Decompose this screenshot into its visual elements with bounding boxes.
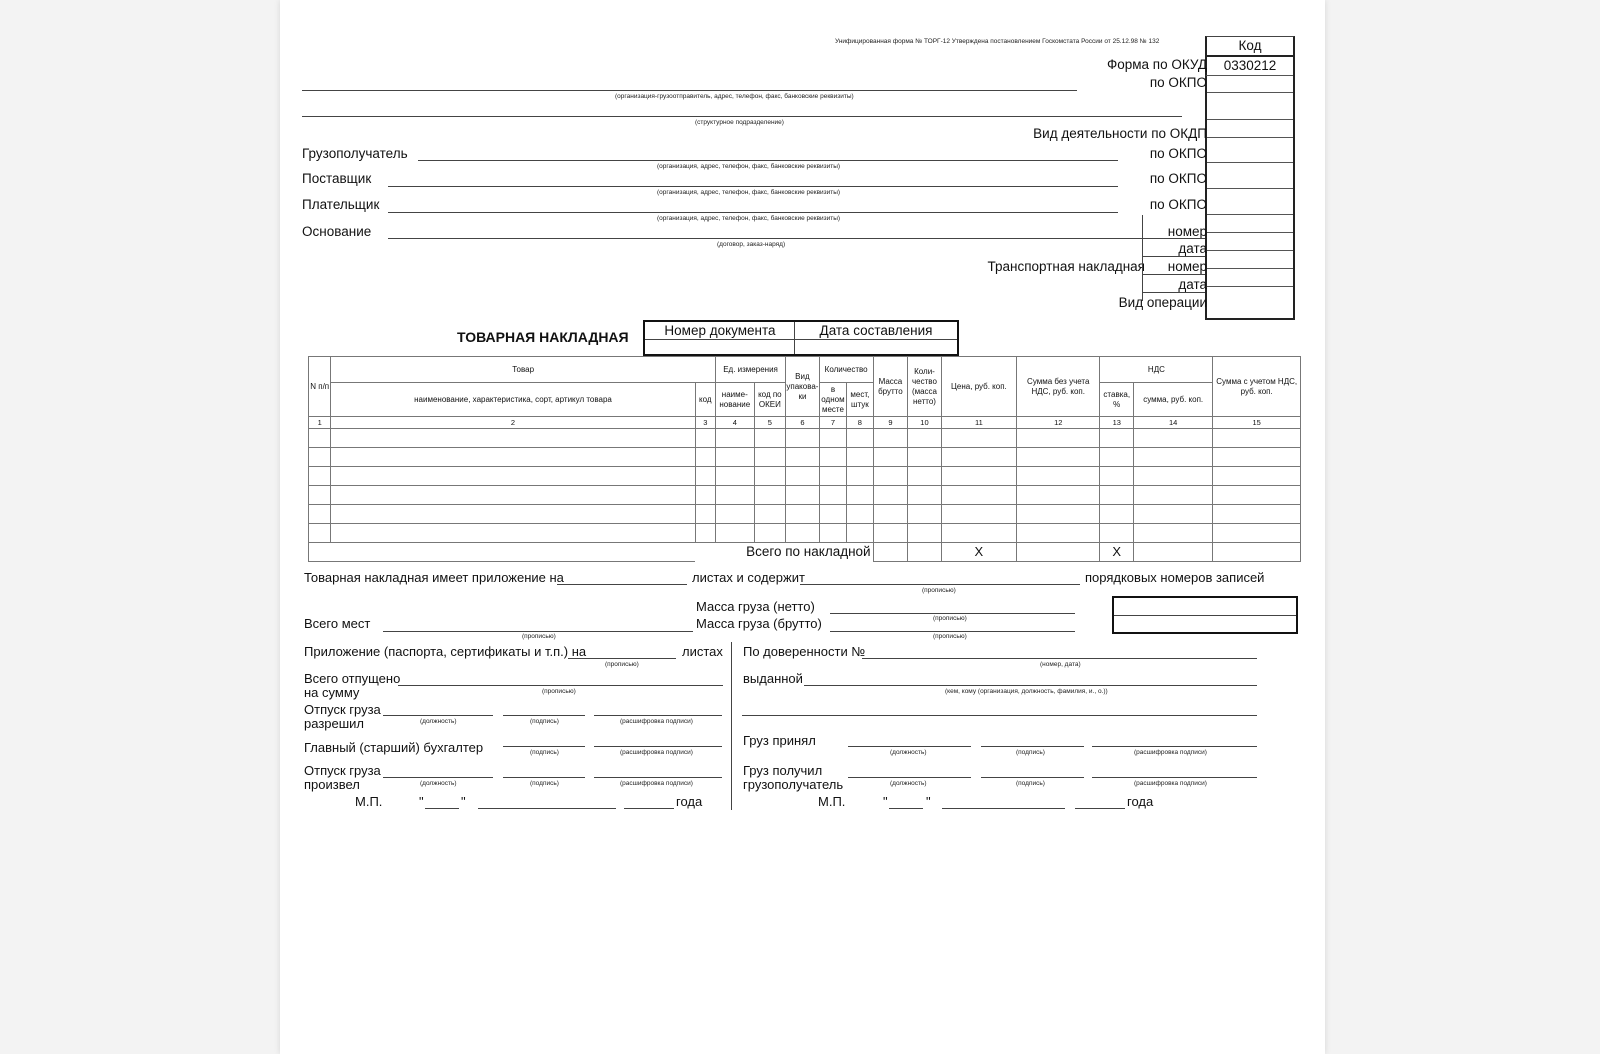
- signature-hint: (подпись): [530, 780, 559, 787]
- consignee-line[interactable]: [418, 160, 1118, 161]
- signature-hint: (подпись): [530, 749, 559, 756]
- division-line[interactable]: [302, 116, 1182, 117]
- total-sum-with-vat[interactable]: [1213, 543, 1301, 562]
- table-row[interactable]: [309, 505, 1301, 524]
- stamp-label-right: М.П.: [818, 794, 846, 809]
- power-of-attorney-line[interactable]: [862, 658, 1257, 659]
- total-row: [309, 543, 1301, 562]
- total-label: Всего по накладной: [695, 543, 873, 562]
- col-vat-sum-header: сумма, руб. коп.: [1134, 383, 1213, 417]
- position-hint: (должность): [890, 780, 927, 787]
- code-okdp: [1207, 119, 1293, 138]
- col-unit-name-header: наиме-нование: [715, 383, 754, 417]
- gross-mass-label: Масса груза (брутто): [696, 616, 822, 631]
- cargo-received-signature-line[interactable]: [981, 777, 1084, 778]
- signature-hint: (подпись): [1016, 749, 1045, 756]
- records-hint: (прописью): [922, 587, 956, 594]
- total-places-line[interactable]: [383, 631, 693, 632]
- code-box: [1205, 36, 1295, 320]
- shipper-line[interactable]: [302, 90, 1077, 91]
- consignee-hint: (организация, адрес, телефон, факс, банковские реквизиты): [657, 163, 841, 170]
- table-row[interactable]: [309, 429, 1301, 448]
- okdp-label: Вид деятельности по ОКДП: [1033, 126, 1207, 141]
- table-row[interactable]: [309, 467, 1301, 486]
- chief-accountant-decoding-line[interactable]: [594, 746, 722, 747]
- issued-line[interactable]: [804, 685, 1257, 686]
- cargo-accepted-position-line[interactable]: [848, 746, 971, 747]
- col-sum-wo-vat-header: Сумма без учета НДС, руб. коп.: [1017, 357, 1100, 417]
- attachment-sheets-line[interactable]: [568, 658, 676, 659]
- release-made-label-2: произвел: [304, 777, 360, 792]
- chief-accountant-label: Главный (старший) бухгалтер: [304, 740, 484, 755]
- gross-mass-hint: (прописью): [933, 633, 967, 640]
- form-approval-text: Унифицированная форма № ТОРГ-12 Утверждена постановлением Госкомстата России от 25.12.98 № 132: [835, 38, 1160, 45]
- col-vat-rate-header: ставка, %: [1100, 383, 1134, 417]
- cargo-accepted-signature-line[interactable]: [981, 746, 1084, 747]
- basis-number-label: номер: [1167, 224, 1207, 239]
- doc-date-field[interactable]: [795, 340, 957, 354]
- year-line-right[interactable]: [1075, 808, 1125, 809]
- cargo-received-label-2: грузополучатель: [743, 777, 844, 792]
- col-number: 11: [941, 417, 1016, 429]
- sheets-contains-label: листах и содержит: [692, 570, 805, 585]
- basis-hint: (договор, заказ-наряд): [717, 241, 786, 248]
- basis-label: Основание: [302, 224, 372, 239]
- release-allowed-label-2: разрешил: [304, 716, 365, 731]
- col-number-row: [309, 417, 1301, 429]
- release-made-position-line[interactable]: [383, 777, 493, 778]
- col-code-header: код: [695, 383, 715, 417]
- power-of-attorney-label: По доверенности №: [743, 644, 866, 659]
- release-made-decoding-line[interactable]: [594, 777, 722, 778]
- col-net-header: Коли-чество (масса нетто): [908, 357, 942, 417]
- col-qty-header: Количество: [819, 357, 873, 383]
- col-number: 13: [1100, 417, 1134, 429]
- basis-date-label: дата: [1178, 241, 1207, 256]
- form-page: [280, 0, 1325, 1054]
- col-price-header: Цена, руб. коп.: [941, 357, 1016, 417]
- supplier-label: Поставщик: [302, 171, 372, 186]
- col-unit-header: Ед. измерения: [715, 357, 785, 383]
- col-vat-header: НДС: [1100, 357, 1213, 383]
- code-transport-date: [1207, 268, 1293, 287]
- appendix-sheets-line[interactable]: [557, 584, 687, 585]
- code-okpo-supplier: [1207, 162, 1293, 189]
- month-line-left[interactable]: [478, 808, 616, 809]
- total-vat-sum[interactable]: [1134, 543, 1213, 562]
- attachment-hint: (прописью): [605, 661, 639, 668]
- code-okpo-payer: [1207, 188, 1293, 215]
- day-line-right[interactable]: [889, 808, 923, 809]
- issued-hint: (кем, кому (организация, должность, фамилия, и., о.)): [945, 688, 1108, 695]
- quote-close-right: ": [926, 794, 931, 809]
- mass-box: [1112, 596, 1298, 634]
- released-sum-hint: (прописью): [542, 688, 576, 695]
- quote-open-right: ": [883, 794, 888, 809]
- total-net[interactable]: [908, 543, 942, 562]
- decoding-hint: (расшифровка подписи): [620, 780, 693, 787]
- col-goods-name-header: наименование, характеристика, сорт, артикул товара: [331, 383, 695, 417]
- quote-open-left: ": [419, 794, 424, 809]
- signature-hint: (подпись): [1016, 780, 1045, 787]
- code-transport-number: [1207, 250, 1293, 269]
- release-allowed-signature-line[interactable]: [503, 715, 585, 716]
- code-header: Код: [1207, 37, 1293, 56]
- doc-number-box: [643, 320, 959, 356]
- col-number: 15: [1213, 417, 1301, 429]
- cargo-received-position-line[interactable]: [848, 777, 971, 778]
- decoding-hint: (расшифровка подписи): [620, 718, 693, 725]
- code-basis-date: [1207, 232, 1293, 251]
- goods-table: [308, 356, 1301, 562]
- attachment-label: Приложение (паспорта, сертификаты и т.п.) на: [304, 644, 587, 659]
- okud-value: 0330212: [1205, 55, 1293, 76]
- transport-label: Транспортная накладная: [987, 259, 1145, 274]
- total-vat-rate-x: X: [1100, 543, 1134, 562]
- code-basis-number: [1207, 214, 1293, 233]
- code-division: [1207, 92, 1293, 120]
- release-allowed-label-1: Отпуск груза: [304, 702, 381, 717]
- stamp-label-left: М.П.: [355, 794, 383, 809]
- total-sum-wo-vat[interactable]: [1017, 543, 1100, 562]
- cargo-accepted-decoding-line[interactable]: [1092, 746, 1257, 747]
- transport-date-label: дата: [1178, 277, 1207, 292]
- col-qty-places-header: мест, штук: [847, 383, 873, 417]
- doc-number-field[interactable]: [645, 340, 794, 354]
- payer-line[interactable]: [388, 212, 1118, 213]
- col-qty-one-header: в одном месте: [819, 383, 846, 417]
- consignee-label: Грузополучатель: [302, 146, 408, 161]
- doc-date-header: Дата составления: [819, 323, 933, 338]
- appendix-label: Товарная накладная имеет приложение на: [304, 570, 564, 585]
- released-sum-label-2: на сумму: [304, 685, 360, 700]
- payer-hint: (организация, адрес, телефон, факс, банковские реквизиты): [657, 215, 841, 222]
- decoding-hint: (расшифровка подписи): [620, 749, 693, 756]
- table-row[interactable]: [309, 486, 1301, 505]
- code-okpo-shipper: [1207, 74, 1293, 93]
- division-hint: (структурное подразделение): [695, 119, 784, 126]
- decoding-hint: (расшифровка подписи): [1134, 780, 1207, 787]
- okpo-label-supplier: по ОКПО: [1149, 171, 1207, 186]
- transport-number-label: номер: [1167, 259, 1207, 274]
- year-line-left[interactable]: [624, 808, 674, 809]
- release-allowed-decoding-line[interactable]: [594, 715, 722, 716]
- number-date-hint: (номер, дата): [1040, 661, 1081, 668]
- net-mass-label: Масса груза (нетто): [696, 599, 815, 614]
- quote-close-left: ": [461, 794, 466, 809]
- total-gross[interactable]: [873, 543, 908, 562]
- col-number: 10: [908, 417, 942, 429]
- release-allowed-position-line[interactable]: [383, 715, 493, 716]
- col-unit-okei-header: код по ОКЕИ: [754, 383, 786, 417]
- code-okpo-consignee: [1207, 137, 1293, 163]
- total-price-x: X: [941, 543, 1016, 562]
- net-mass-hint: (прописью): [933, 615, 967, 622]
- col-number: 14: [1134, 417, 1213, 429]
- basis-line[interactable]: [388, 238, 1142, 239]
- col-pack-header: Вид упакова-ки: [786, 357, 820, 417]
- okpo-label-shipper: по ОКПО: [1149, 75, 1207, 90]
- shipper-hint: (организация-грузоотправитель, адрес, телефон, факс, банковские реквизиты): [615, 93, 854, 100]
- attachment-sheets-label: листах: [682, 644, 723, 659]
- day-line-left[interactable]: [425, 808, 459, 809]
- col-number: 4: [715, 417, 754, 429]
- col-num-header: N п/п: [309, 357, 331, 417]
- release-made-label-1: Отпуск груза: [304, 763, 381, 778]
- okud-label: Форма по ОКУД: [1106, 57, 1207, 72]
- supplier-line[interactable]: [388, 186, 1118, 187]
- release-made-signature-line[interactable]: [503, 777, 585, 778]
- decoding-hint: (расшифровка подписи): [1134, 749, 1207, 756]
- released-sum-line[interactable]: [398, 685, 723, 686]
- net-mass-line[interactable]: [830, 613, 1075, 614]
- col-number: 8: [847, 417, 873, 429]
- position-hint: (должность): [890, 749, 927, 756]
- col-sum-with-vat-header: Сумма с учетом НДС, руб. коп.: [1213, 357, 1301, 417]
- table-row[interactable]: [309, 448, 1301, 467]
- total-places-hint: (прописью): [522, 633, 556, 640]
- doc-number-header: Номер документа: [664, 323, 776, 338]
- col-goods-header: Товар: [331, 357, 716, 383]
- gross-mass-line[interactable]: [830, 631, 1075, 632]
- col-number: 3: [695, 417, 715, 429]
- year-label-left: года: [676, 794, 703, 809]
- chief-accountant-signature-line[interactable]: [503, 746, 585, 747]
- issued-label: выданной: [743, 671, 803, 686]
- col-number: 1: [309, 417, 331, 429]
- cargo-received-label-1: Груз получил: [743, 763, 823, 778]
- cargo-received-decoding-line[interactable]: [1092, 777, 1257, 778]
- signature-hint: (подпись): [530, 718, 559, 725]
- total-places-label: Всего мест: [304, 616, 371, 631]
- col-number: 2: [331, 417, 695, 429]
- okpo-label-consignee: по ОКПО: [1149, 146, 1207, 161]
- col-number: 6: [786, 417, 820, 429]
- cargo-accepted-label: Груз принял: [743, 733, 816, 748]
- records-label: порядковых номеров записей: [1085, 570, 1265, 585]
- okpo-label-payer: по ОКПО: [1149, 197, 1207, 212]
- supplier-hint: (организация, адрес, телефон, факс, банковские реквизиты): [657, 189, 841, 196]
- issued-line-2[interactable]: [742, 715, 1257, 716]
- payer-label: Плательщик: [302, 197, 380, 212]
- year-label-right: года: [1127, 794, 1154, 809]
- col-number: 5: [754, 417, 786, 429]
- records-count-line[interactable]: [800, 584, 1080, 585]
- col-number: 7: [819, 417, 846, 429]
- col-number: 9: [873, 417, 908, 429]
- document-title: ТОВАРНАЯ НАКЛАДНАЯ: [457, 329, 629, 345]
- released-sum-label-1: Всего отпущено: [304, 671, 401, 686]
- position-hint: (должность): [420, 780, 457, 787]
- position-hint: (должность): [420, 718, 457, 725]
- col-gross-header: Масса брутто: [873, 357, 908, 417]
- col-number: 12: [1017, 417, 1100, 429]
- table-row[interactable]: [309, 524, 1301, 543]
- operation-label: Вид операции: [1118, 295, 1207, 310]
- month-line-right[interactable]: [942, 808, 1065, 809]
